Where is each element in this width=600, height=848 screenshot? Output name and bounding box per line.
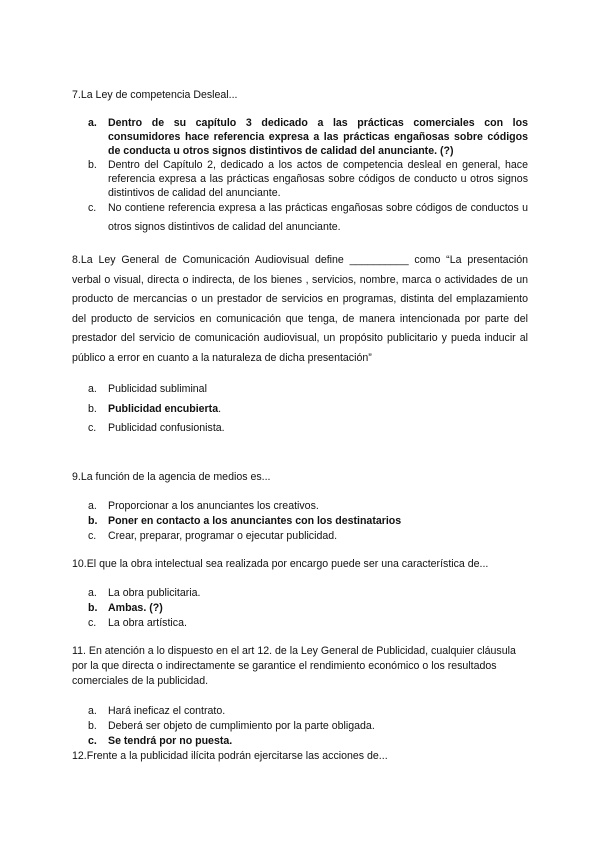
option-label: b. [88, 159, 97, 171]
question-stem: 11. En atención a lo dispuesto en el art 12. de la Ley General de Publicidad, cualquier cláusula por la que directa o indirectamente se garantice el rendimiento económico o los resultados comerciales de la publicidad. [72, 645, 516, 687]
question-7 [72, 88, 528, 237]
question-10 [72, 557, 528, 631]
question-9 [72, 470, 528, 544]
option-a [72, 586, 528, 601]
option-label: b. [88, 720, 97, 732]
option-text: Publicidad subliminal [108, 383, 207, 395]
option-text: Publicidad confusionista. [108, 422, 225, 434]
option-text: Publicidad encubierta [108, 402, 219, 415]
option-label: b. [88, 515, 98, 527]
option-label: c. [88, 735, 97, 747]
option-label: c. [88, 202, 97, 214]
option-c [72, 616, 528, 631]
option-b [72, 158, 528, 200]
option-text: La obra artística. [108, 617, 187, 629]
option-b [72, 719, 528, 734]
option-text: Crear, preparar, programar o ejecutar publicidad. [108, 530, 338, 542]
question-8 [72, 251, 528, 439]
option-label: a. [88, 587, 97, 599]
option-b [72, 514, 528, 529]
question-12-stem: 12.Frente a la publicidad ilícita podrán ejercitarse las acciones de... [72, 750, 388, 762]
option-label: a. [88, 383, 97, 395]
option-text: Deberá ser objeto de cumplimiento por la parte obligada. [108, 720, 375, 732]
option-b [72, 400, 528, 420]
option-label: b. [88, 402, 97, 415]
options-list [72, 704, 528, 749]
option-label: c. [88, 422, 97, 434]
question-stem: 9.La función de la agencia de medios es... [72, 471, 271, 483]
option-text: Hará ineficaz el contrato. [108, 705, 226, 717]
option-text: La obra publicitaria. [108, 587, 201, 599]
option-a [72, 499, 528, 514]
option-c [72, 419, 528, 439]
option-a [72, 380, 528, 400]
option-text: Dentro del Capítulo 2, dedicado a los actos de competencia desleal en general, hace referencia expresa a las prácticas engañosas sobre códigos de conducto u otros signos distintivos de calidad del anunciante. [108, 159, 528, 199]
options-list [72, 586, 528, 631]
question-stem: 10.El que la obra intelectual sea realizada por encargo puede ser una característica de... [72, 558, 489, 570]
option-b [72, 601, 528, 616]
option-text: Se tendrá por no puesta. [108, 735, 233, 747]
option-text: Poner en contacto a los anunciantes con los destinatarios [108, 515, 402, 527]
option-label: a. [88, 705, 97, 717]
option-label: c. [88, 617, 97, 629]
question-11 [72, 644, 528, 764]
question-stem: 7.La Ley de competencia Desleal... [72, 89, 238, 101]
options-list [72, 380, 528, 439]
option-text: Dentro de su capítulo 3 dedicado a las prácticas comerciales con los consumidores hace referencia expresa a las prácticas engañosas sobre códigos de conducta u otros signos distintivos de calidad del anunciante. (?) [108, 117, 528, 157]
option-a [72, 704, 528, 719]
option-c [72, 199, 528, 237]
option-text: No contiene referencia expresa a las prácticas engañosas sobre códigos de conductos u otros signos distintivos de calidad del anunciante. [108, 202, 528, 233]
option-label: a. [88, 117, 97, 129]
options-list [72, 499, 528, 544]
question-stem: 8.La Ley General de Comunicación Audiovisual define __________ como “La presentación verbal o visual, directa o indirecta, de los bienes , servicios, nombre, marca o actividades de un producto de mercancias o un prestador de servicios en programas, distinta del emplazamiento del producto de servicios en comunicación que tenga, de manera intencionada por parte del prestador del servicio de comunicación audiovisual, un propósito publicitario y pueda inducir al público a error en cuanto a la naturaleza de dicha presentación” [72, 254, 528, 364]
options-list [72, 116, 528, 237]
option-text: Ambas. (?) [108, 602, 163, 614]
option-a [72, 116, 528, 158]
option-c [72, 734, 528, 749]
option-text: Proporcionar a los anunciantes los creativos. [108, 500, 319, 512]
option-label: a. [88, 500, 97, 512]
option-suffix: . [218, 402, 222, 415]
option-label: b. [88, 602, 98, 614]
option-label: c. [88, 530, 97, 542]
option-c [72, 529, 528, 544]
